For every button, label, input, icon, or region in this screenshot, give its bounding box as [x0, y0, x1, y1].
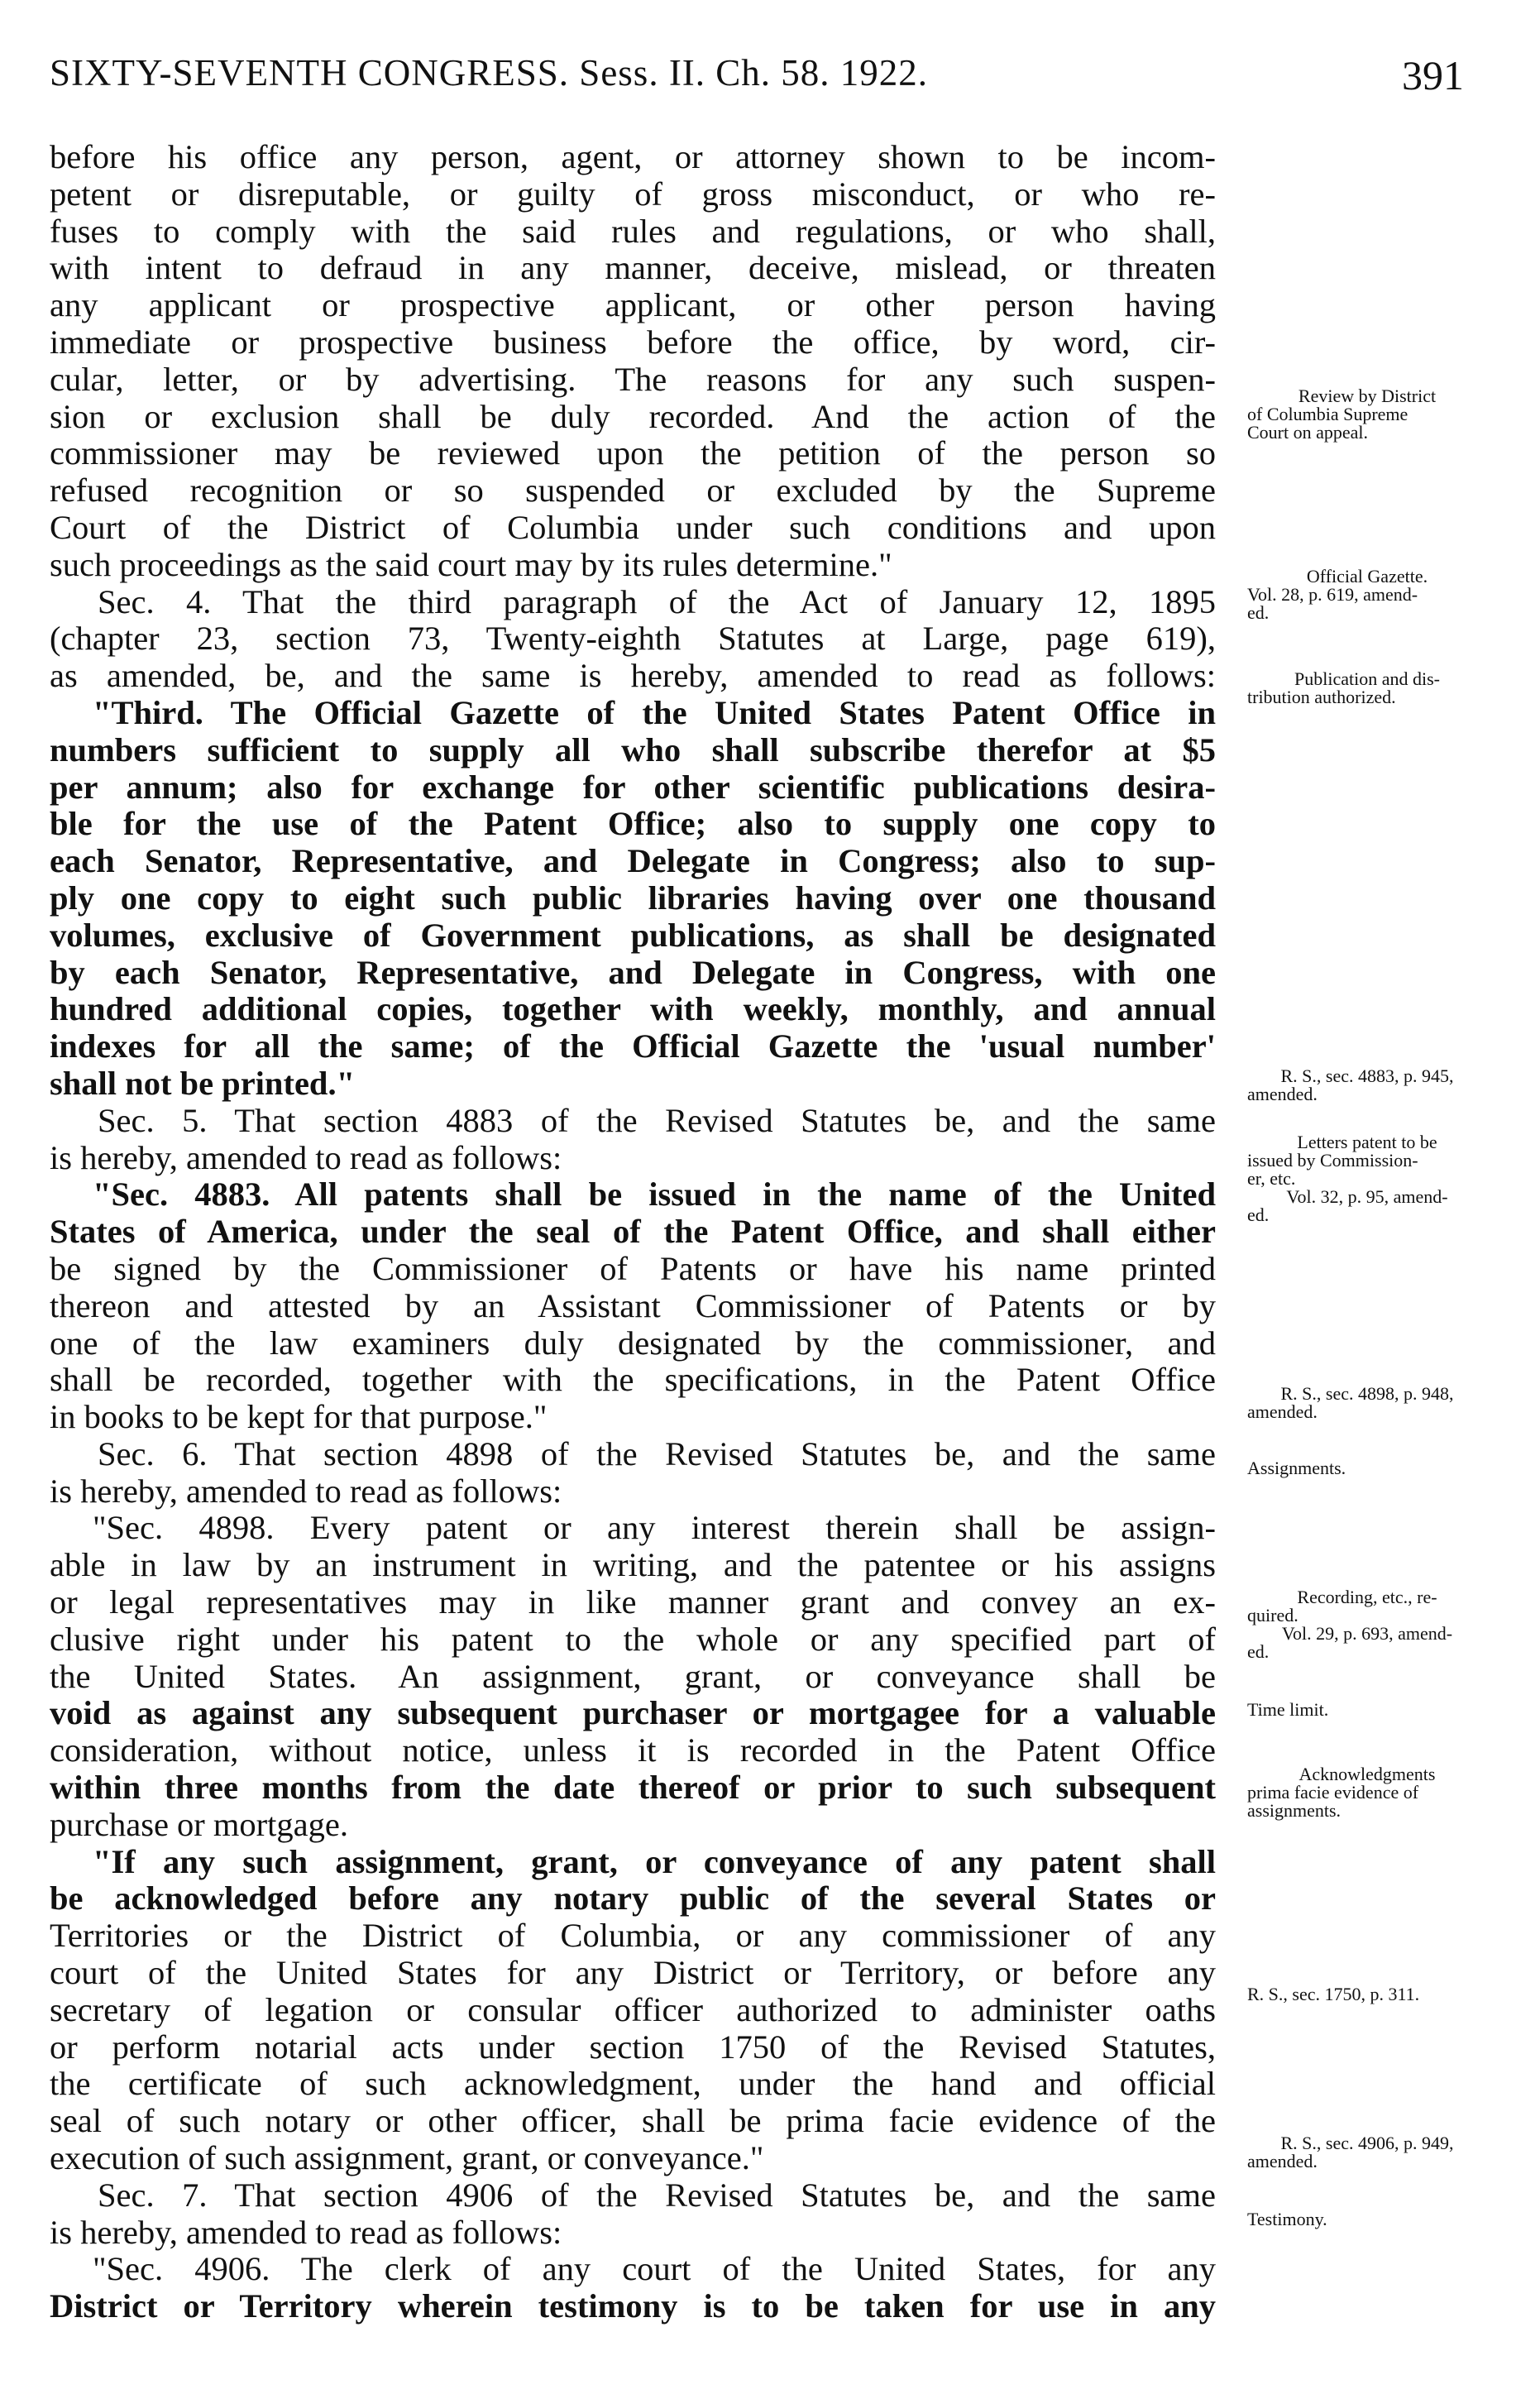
text-line: shall not be printed.": [50, 1065, 356, 1102]
text-line: is hereby, amended to read as follows:: [50, 2214, 562, 2251]
text-line: hundred additional copies, together with weekly, monthly, and annual: [50, 991, 1216, 1028]
margin-note-recording: Recording, etc., re- quired. Vol. 29, p. 693, amend- ed.: [1247, 1587, 1453, 1662]
margin-note-rs-1750: R. S., sec. 1750, p. 311.: [1247, 1984, 1420, 2004]
text-line: by each Senator, Representative, and Delegate in Congress, with one: [50, 954, 1216, 991]
text-line: District or Territory wherein testimony is to be taken for use in any: [50, 2288, 1216, 2325]
text-line: before his office any person, agent, or attorney shown to be incom-: [50, 139, 1216, 175]
text-line: (chapter 23, section 73, Twenty-eighth Statutes at Large, page 619),: [50, 620, 1216, 658]
margin-note-time-limit: Time limit.: [1247, 1699, 1329, 1720]
margin-note-letters-patent: Letters patent to be issued by Commission- er, etc. Vol. 32, p. 95, amend- ed.: [1247, 1132, 1448, 1225]
margin-note-assignments: Assignments.: [1247, 1458, 1346, 1478]
margin-note-testimony: Testimony.: [1247, 2209, 1327, 2229]
text-line: as amended, be, and the same is hereby, amended to read as follows:: [50, 658, 1216, 695]
margin-note-rs-4883: R. S., sec. 4883, p. 945, amended.: [1247, 1065, 1454, 1104]
text-line: per annum; also for exchange for other scientific publications desira-: [50, 768, 1216, 806]
text-line: be signed by the Commissioner of Patents or have his name printed: [50, 1250, 1216, 1287]
text-line: volumes, exclusive of Government publications, as shall be designated: [50, 917, 1216, 954]
text-line: cular, letter, or by advertising. The reasons for any such suspen-: [50, 361, 1216, 398]
text-line: court of the United States for any District or Territory, or before any: [50, 1955, 1216, 1992]
text-line: Court of the District of Columbia under such conditions and upon: [50, 509, 1216, 546]
text-line: execution of such assignment, grant, or conveyance.": [50, 2140, 764, 2177]
text-line: thereon and attested by an Assistant Commissioner of Patents or by: [50, 1287, 1216, 1324]
text-line: able in law by an instrument in writing, and the patentee or his assigns: [50, 1547, 1216, 1584]
statute-text: [50, 139, 1216, 2325]
text-line: be acknowledged before any notary public of the several States or: [50, 1880, 1216, 1918]
running-header: [50, 51, 1464, 109]
text-line: "Third. The Official Gazette of the United States Patent Office in: [93, 694, 1216, 731]
text-line: ble for the use of the Patent Office; also to supply one copy to: [50, 806, 1216, 843]
text-line: in books to be kept for that purpose.": [50, 1399, 548, 1436]
text-line: or perform notarial acts under section 1750 of the Revised Statutes,: [50, 2028, 1216, 2066]
text-line: any applicant or prospective applicant, or other person having: [50, 287, 1216, 324]
text-line: or legal representatives may in like manner grant and convey an ex-: [50, 1584, 1216, 1621]
text-line: within three months from the date thereof or prior to such subsequent: [50, 1769, 1216, 1807]
text-line: "Sec. 4883. All patents shall be issued in the name of the United: [93, 1176, 1216, 1214]
section-7-heading-line: Sec. 7. That section 4906 of the Revised Statutes be, and the same: [98, 2176, 1216, 2214]
page-number: 391: [1402, 52, 1464, 98]
text-line: sion or exclusion shall be duly recorded. And the action of the: [50, 398, 1216, 435]
text-line: each Senator, Representative, and Delegate in Congress; also to sup-: [50, 843, 1216, 880]
text-line: seal of such notary or other officer, shall be prima facie evidence of the: [50, 2103, 1216, 2140]
text-line: ply one copy to eight such public libraries having over one thousand: [50, 879, 1216, 917]
text-line: with intent to defraud in any manner, deceive, mislead, or threaten: [50, 250, 1216, 287]
text-line: "Sec. 4898. Every patent or any interest therein shall be assign-: [93, 1510, 1216, 1547]
text-line: secretary of legation or consular officer authorized to administer oaths: [50, 1991, 1216, 2028]
text-line: such proceedings as the said court may by its rules determine.": [50, 546, 892, 583]
text-line: void as against any subsequent purchaser or mortgagee for a valuable: [50, 1695, 1216, 1732]
text-line: consideration, without notice, unless it is recorded in the Patent Office: [50, 1732, 1216, 1769]
text-line: the certificate of such acknowledgment, under the hand and official: [50, 2066, 1216, 2103]
text-line: States of America, under the seal of the Patent Office, and shall either: [50, 1214, 1216, 1251]
margin-note-official-gazette: Official Gazette. Vol. 28, p. 619, amend- ed.: [1247, 566, 1428, 623]
section-5-heading-line: Sec. 5. That section 4883 of the Revised Statutes be, and the same: [98, 1102, 1216, 1139]
text-line: one of the law examiners duly designated by the commissioner, and: [50, 1324, 1216, 1362]
margin-note-publication: Publication and dis- tribution authorized.: [1247, 668, 1440, 707]
text-line: immediate or prospective business before the office, by word, cir-: [50, 323, 1216, 361]
margin-note-rs-4906: R. S., sec. 4906, p. 949, amended.: [1247, 2133, 1454, 2171]
text-line: clusive right under his patent to the whole or any specified part of: [50, 1621, 1216, 1658]
text-line: Territories or the District of Columbia, or any commissioner of any: [50, 1918, 1216, 1955]
text-line: numbers sufficient to supply all who shall subscribe therefor at $5: [50, 731, 1216, 768]
text-line: the United States. An assignment, grant, or conveyance shall be: [50, 1658, 1216, 1695]
text-line: refused recognition or so suspended or excluded by the Supreme: [50, 472, 1216, 510]
margin-note-acknowledgments: Acknowledgments prima facie evidence of assignments.: [1247, 1764, 1436, 1821]
text-line: fuses to comply with the said rules and regulations, or who shall,: [50, 213, 1216, 250]
margin-note-review-by-district: Review by District of Columbia Supreme Court on appeal.: [1247, 385, 1437, 443]
text-line: is hereby, amended to read as follows:: [50, 1139, 562, 1176]
text-line: "If any such assignment, grant, or conveyance of any patent shall: [93, 1843, 1216, 1880]
section-6-heading-line: Sec. 6. That section 4898 of the Revised Statutes be, and the same: [98, 1435, 1216, 1472]
text-line: shall be recorded, together with the specifications, in the Patent Office: [50, 1362, 1216, 1399]
text-line: petent or disreputable, or guilty of gross misconduct, or who re-: [50, 175, 1216, 213]
margin-note-rs-4898: R. S., sec. 4898, p. 948, amended.: [1247, 1383, 1454, 1422]
running-head-title: SIXTY-SEVENTH CONGRESS. Sess. II. Ch. 58. 1922.: [50, 52, 929, 93]
text-line: indexes for all the same; of the Official Gazette the 'usual number': [50, 1028, 1216, 1065]
text-line: is hereby, amended to read as follows:: [50, 1472, 562, 1510]
text-line: commissioner may be reviewed upon the petition of the person so: [50, 435, 1216, 472]
section-4-heading-line: Sec. 4. That the third paragraph of the Act of January 12, 1895: [98, 583, 1216, 620]
text-line: purchase or mortgage.: [50, 1806, 348, 1843]
text-line: "Sec. 4906. The clerk of any court of the United States, for any: [93, 2251, 1216, 2288]
